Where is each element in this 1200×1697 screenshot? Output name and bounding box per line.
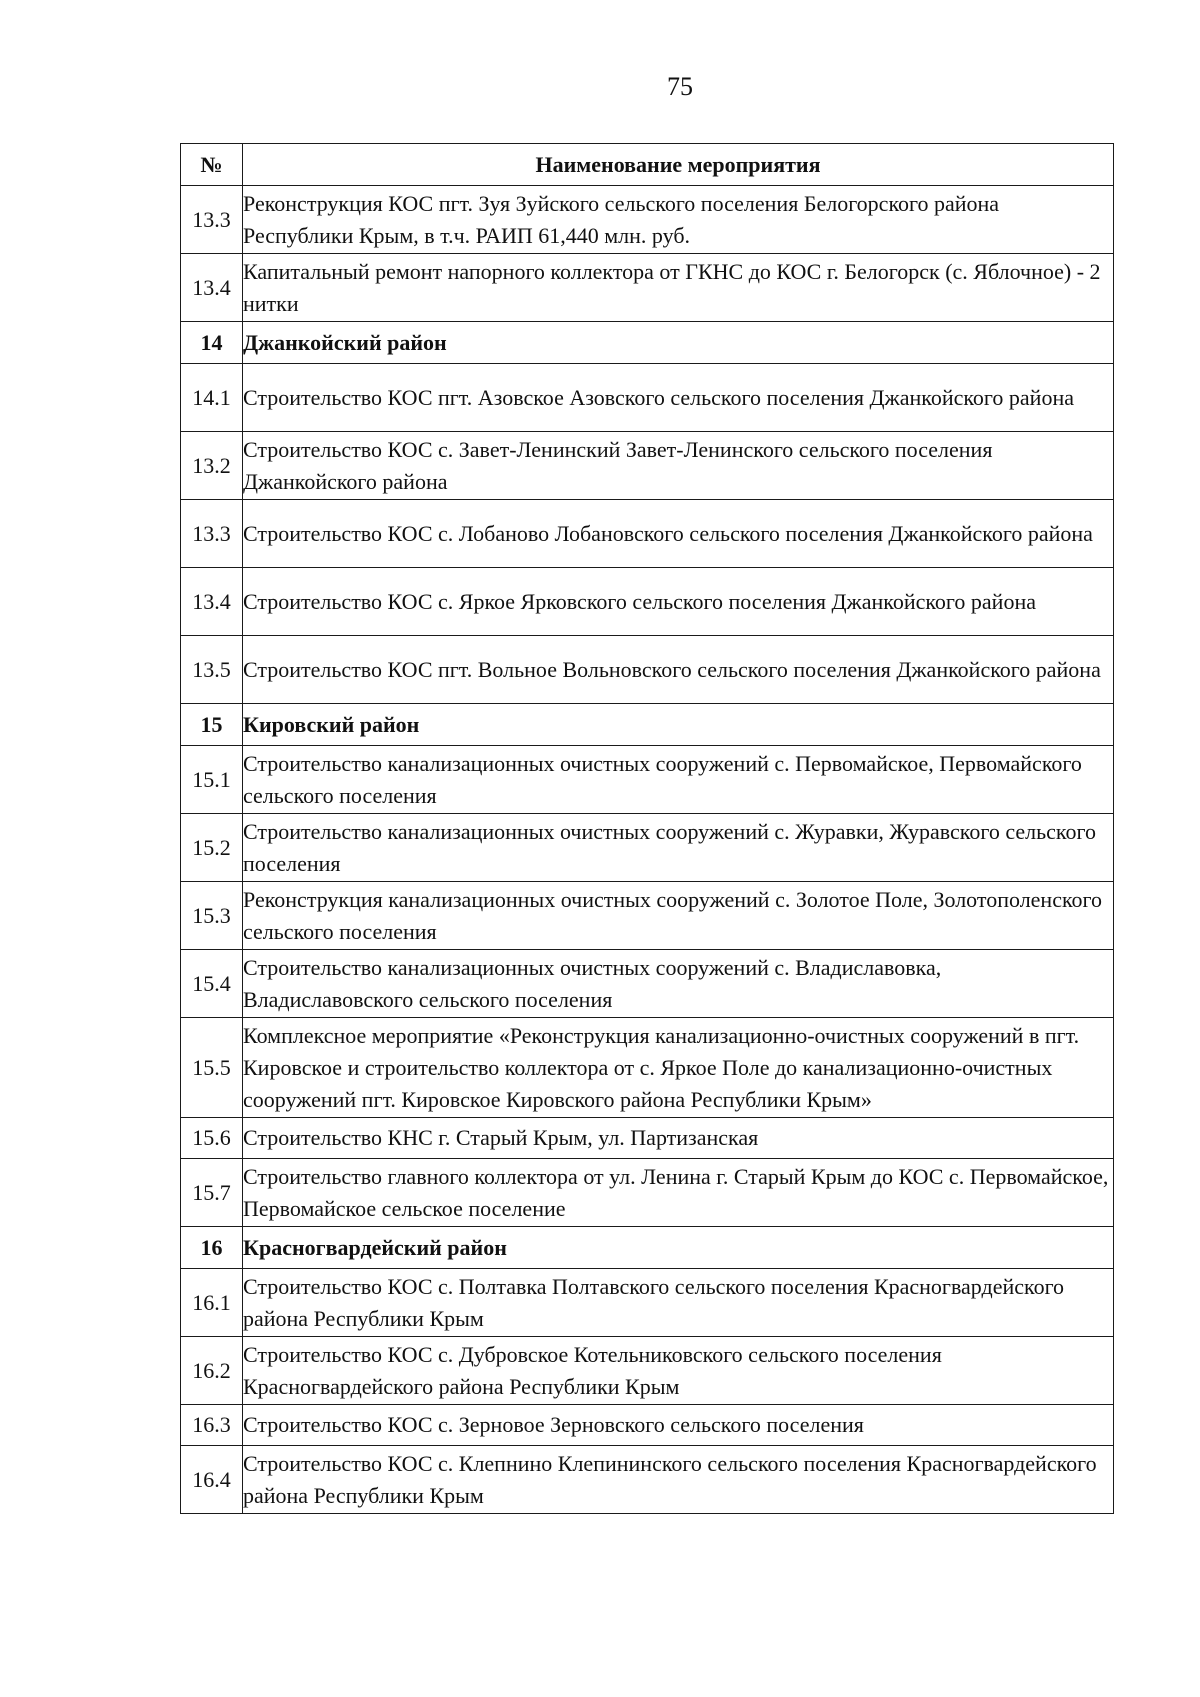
district-row (181, 1227, 1114, 1269)
row-number: 14.1 (181, 364, 243, 432)
table-body (181, 186, 1114, 1514)
measure-name: Реконструкция КОС пгт. Зуя Зуйского сельского поселения Белогорского района Республики Крым, в т.ч. РАИП 61,440 млн. руб. (243, 186, 1114, 254)
row-number: 15.1 (181, 746, 243, 814)
measure-name: Строительство КОС с. Зерновое Зерновского сельского поселения (243, 1405, 1114, 1446)
row-number: 13.3 (181, 500, 243, 568)
table-row (181, 186, 1114, 254)
row-number: 15.3 (181, 882, 243, 950)
table-row (181, 1018, 1114, 1118)
table-row (181, 1446, 1114, 1514)
header-number: № (181, 144, 243, 186)
table-row (181, 814, 1114, 882)
district-row (181, 322, 1114, 364)
table-row (181, 636, 1114, 704)
measure-name: Строительство КОС с. Яркое Ярковского сельского поселения Джанкойского района (243, 568, 1114, 636)
measure-name: Капитальный ремонт напорного коллектора от ГКНС до КОС г. Белогорск (с. Яблочное) - 2 нитки (243, 254, 1114, 322)
row-number: 15.6 (181, 1118, 243, 1159)
row-number: 16 (181, 1227, 243, 1269)
row-number: 16.4 (181, 1446, 243, 1514)
measure-name: Строительство КОС с. Полтавка Полтавского сельского поселения Красногвардейского района Республики Крым (243, 1269, 1114, 1337)
measure-name: Строительство канализационных очистных сооружений с. Первомайское, Первомайского сельского поселения (243, 746, 1114, 814)
row-number: 16.3 (181, 1405, 243, 1446)
table-row (181, 950, 1114, 1018)
row-number: 16.2 (181, 1337, 243, 1405)
row-number: 15.7 (181, 1159, 243, 1227)
table-row (181, 882, 1114, 950)
table-row (181, 500, 1114, 568)
district-name: Красногвардейский район (243, 1227, 1114, 1269)
table-row (181, 432, 1114, 500)
district-name: Кировский район (243, 704, 1114, 746)
table-row (181, 1159, 1114, 1227)
row-number: 15.5 (181, 1018, 243, 1118)
measure-name: Комплексное мероприятие «Реконструкция канализационно-очистных сооружений в пгт. Кировское и строительство коллектора от с. Яркое Поле до канализационно-очистных сооружений пгт. Кировское Кировского района Республики Крым» (243, 1018, 1114, 1118)
page-number: 75 (667, 72, 693, 101)
row-number: 16.1 (181, 1269, 243, 1337)
measure-name: Строительство КНС г. Старый Крым, ул. Партизанская (243, 1118, 1114, 1159)
table-row (181, 1405, 1114, 1446)
row-number: 13.3 (181, 186, 243, 254)
header-measure-name: Наименование мероприятия (243, 144, 1114, 186)
measure-name: Строительство КОС с. Завет-Ленинский Завет-Ленинского сельского поселения Джанкойского района (243, 432, 1114, 500)
measure-name: Строительство КОС с. Клепнино Клепининского сельского поселения Красногвардейского района Республики Крым (243, 1446, 1114, 1514)
measure-name: Строительство КОС пгт. Азовское Азовского сельского поселения Джанкойского района (243, 364, 1114, 432)
row-number: 13.5 (181, 636, 243, 704)
table-row (181, 1118, 1114, 1159)
measure-name: Строительство КОС пгт. Вольное Вольновского сельского поселения Джанкойского района (243, 636, 1114, 704)
row-number: 13.4 (181, 568, 243, 636)
measure-name: Строительство канализационных очистных сооружений с. Владиславовка, Владиславовского сельского поселения (243, 950, 1114, 1018)
measure-name: Строительство канализационных очистных сооружений с. Журавки, Журавского сельского поселения (243, 814, 1114, 882)
measure-name: Реконструкция канализационных очистных сооружений с. Золотое Поле, Золотополенского сельского поселения (243, 882, 1114, 950)
row-number: 15.2 (181, 814, 243, 882)
district-row (181, 704, 1114, 746)
district-name: Джанкойский район (243, 322, 1114, 364)
row-number: 15 (181, 704, 243, 746)
table-row (181, 568, 1114, 636)
row-number: 14 (181, 322, 243, 364)
measure-name: Строительство главного коллектора от ул. Ленина г. Старый Крым до КОС с. Первомайское, Первомайское сельское поселение (243, 1159, 1114, 1227)
measures-table (180, 143, 1114, 1514)
table-row (181, 1337, 1114, 1405)
table-header-row (181, 144, 1114, 186)
measure-name: Строительство КОС с. Дубровское Котельниковского сельского поселения Красногвардейского района Республики Крым (243, 1337, 1114, 1405)
table-row (181, 254, 1114, 322)
table-row (181, 746, 1114, 814)
row-number: 13.2 (181, 432, 243, 500)
table-row (181, 1269, 1114, 1337)
measure-name: Строительство КОС с. Лобаново Лобановского сельского поселения Джанкойского района (243, 500, 1114, 568)
table-row (181, 364, 1114, 432)
row-number: 15.4 (181, 950, 243, 1018)
row-number: 13.4 (181, 254, 243, 322)
